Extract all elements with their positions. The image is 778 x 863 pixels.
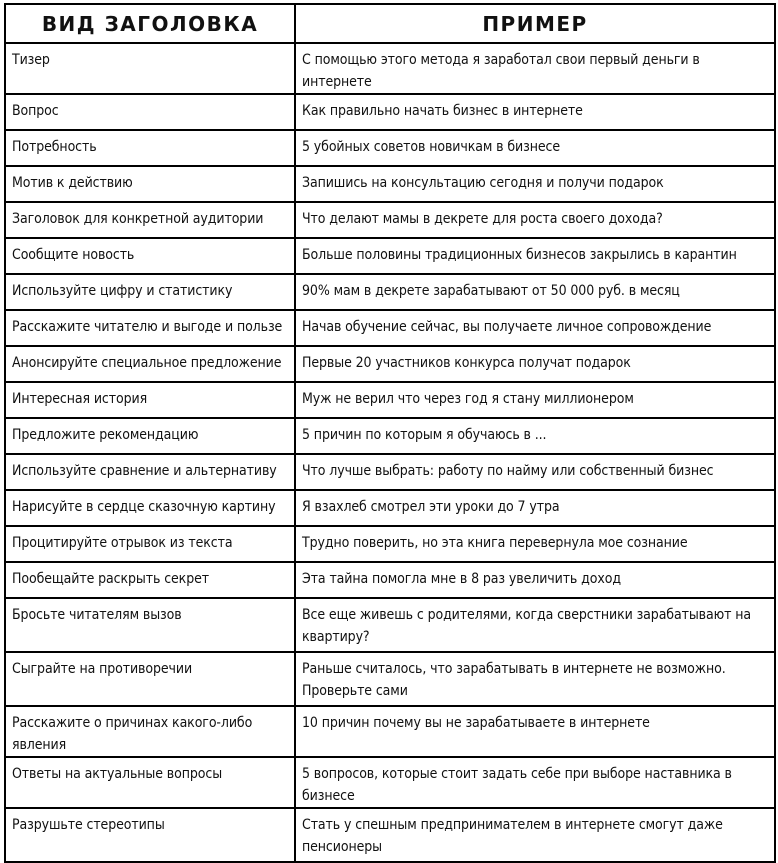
headline-example-cell: Как правильно начать бизнес в интернете	[295, 94, 775, 130]
headline-type-cell: Заголовок для конкретной аудитории	[5, 202, 295, 238]
table-row	[5, 43, 775, 94]
headline-type-cell: Используйте цифру и статистику	[5, 274, 295, 310]
table-row	[5, 706, 775, 757]
headline-type-cell: Вопрос	[5, 94, 295, 130]
headline-type-cell: Сообщите новость	[5, 238, 295, 274]
headline-type-cell: Сыграйте на противоречии	[5, 652, 295, 706]
headline-example-cell: 5 причин по которым я обучаюсь в ...	[295, 418, 775, 454]
table-row	[5, 382, 775, 418]
headline-type-cell: Нарисуйте в сердце сказочную картину	[5, 490, 295, 526]
column-header-example: ПРИМЕР	[295, 4, 775, 43]
table-row	[5, 562, 775, 598]
table-row	[5, 274, 775, 310]
headline-example-cell: Стать у спешным предпринимателем в интернете смогут даже пенсионеры	[295, 808, 775, 862]
headline-example-cell: Я взахлеб смотрел эти уроки до 7 утра	[295, 490, 775, 526]
table-row	[5, 526, 775, 562]
headline-type-cell: Разрушьте стереотипы	[5, 808, 295, 862]
headline-type-cell: Расскажите читателю и выгоде и пользе	[5, 310, 295, 346]
headline-example-cell: Все еще живешь с родителями, когда сверстники зарабатывают на квартиру?	[295, 598, 775, 652]
table-header-row	[5, 4, 775, 43]
headline-type-cell: Используйте сравнение и альтернативу	[5, 454, 295, 490]
table-row	[5, 490, 775, 526]
table-row	[5, 310, 775, 346]
headline-example-cell: Муж не верил что через год я стану миллионером	[295, 382, 775, 418]
headline-example-cell: Больше половины традиционных бизнесов закрылись в карантин	[295, 238, 775, 274]
headline-type-cell: Процитируйте отрывок из текста	[5, 526, 295, 562]
table-row	[5, 130, 775, 166]
headline-types-table	[4, 3, 776, 863]
headline-example-cell: Трудно поверить, но эта книга перевернула мое сознание	[295, 526, 775, 562]
headline-example-cell: Что делают мамы в декрете для роста своего дохода?	[295, 202, 775, 238]
headline-example-cell: Начав обучение сейчас, вы получаете личное сопровождение	[295, 310, 775, 346]
column-header-type: ВИД ЗАГОЛОВКА	[5, 4, 295, 43]
headline-example-cell: Что лучше выбрать: работу по найму или собственный бизнес	[295, 454, 775, 490]
headline-type-cell: Потребность	[5, 130, 295, 166]
headline-example-cell: 5 вопросов, которые стоит задать себе при выборе наставника в бизнесе	[295, 757, 775, 808]
table-row	[5, 808, 775, 862]
headline-type-cell: Мотив к действию	[5, 166, 295, 202]
headline-type-cell: Анонсируйте специальное предложение	[5, 346, 295, 382]
headline-type-cell: Пообещайте раскрыть секрет	[5, 562, 295, 598]
table-row	[5, 598, 775, 652]
table-row	[5, 652, 775, 706]
headline-type-cell: Бросьте читателям вызов	[5, 598, 295, 652]
headline-example-cell: Раньше считалось, что зарабатывать в интернете не возможно. Проверьте сами	[295, 652, 775, 706]
table-row	[5, 238, 775, 274]
headline-example-cell: С помощью этого метода я заработал свои первый деньги в интернете	[295, 43, 775, 94]
headline-example-cell: 90% мам в декрете зарабатывают от 50 000 руб. в месяц	[295, 274, 775, 310]
table-row	[5, 454, 775, 490]
headline-example-cell: 10 причин почему вы не зарабатываете в интернете	[295, 706, 775, 757]
headline-type-cell: Ответы на актуальные вопросы	[5, 757, 295, 808]
headline-type-cell: Расскажите о причинах какого-либо явления	[5, 706, 295, 757]
headline-example-cell: 5 убойных советов новичкам в бизнесе	[295, 130, 775, 166]
headline-type-cell: Интересная история	[5, 382, 295, 418]
headline-type-cell: Предложите рекомендацию	[5, 418, 295, 454]
table-row	[5, 94, 775, 130]
table-row	[5, 202, 775, 238]
headline-type-cell: Тизер	[5, 43, 295, 94]
table-row	[5, 757, 775, 808]
table-row	[5, 418, 775, 454]
headline-example-cell: Запишись на консультацию сегодня и получи подарок	[295, 166, 775, 202]
table-row	[5, 346, 775, 382]
headline-example-cell: Первые 20 участников конкурса получат подарок	[295, 346, 775, 382]
table-row	[5, 166, 775, 202]
headline-example-cell: Эта тайна помогла мне в 8 раз увеличить доход	[295, 562, 775, 598]
